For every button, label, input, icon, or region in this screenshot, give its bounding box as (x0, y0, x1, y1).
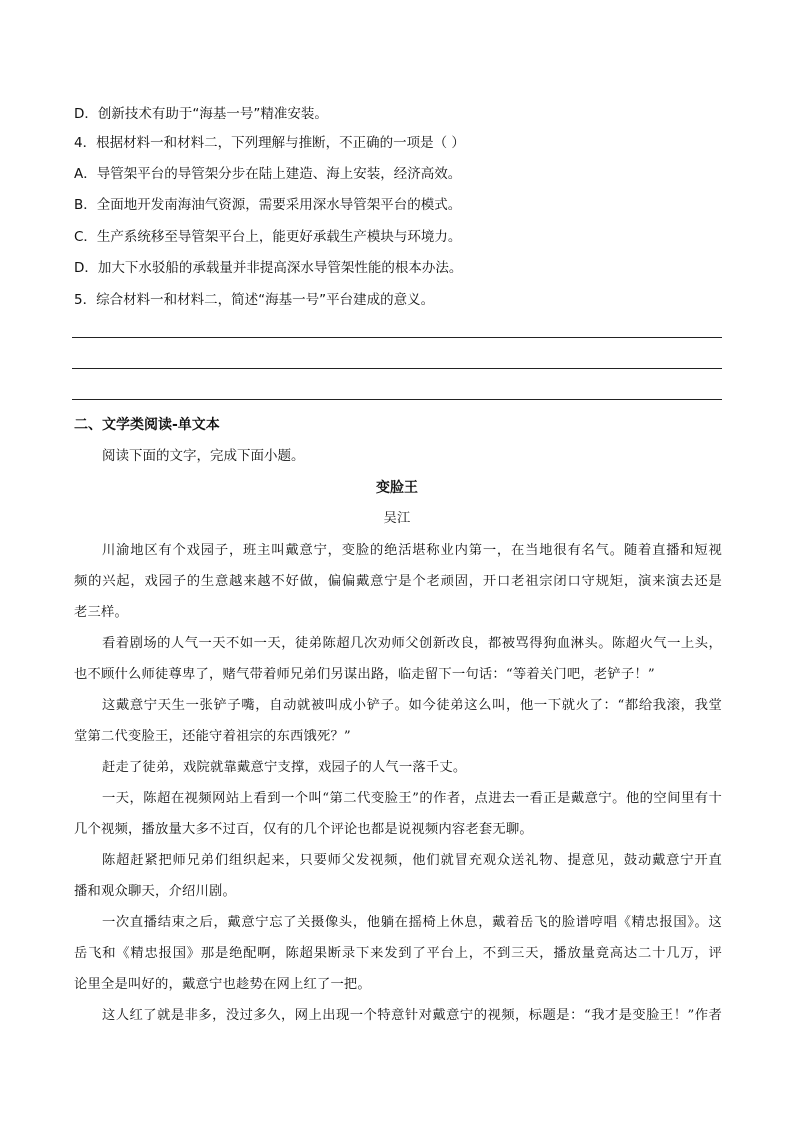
story-line: 赶走了徒弟，戏院就靠戴意宁支撑，戏园子的人气一落千丈。 (102, 760, 467, 775)
story-author: 吴江 (383, 511, 411, 526)
story-line: 陈超赶紧把师兄弟们组织起来，只要师父发视频，他们就冒充观众送礼物、提意见，鼓动戴意宁开直 (102, 853, 722, 868)
answer-line-3 (72, 399, 722, 400)
question4-stem: 4．根据材料一和材料二，下列理解与推断，不正确的一项是（ ） (74, 135, 465, 151)
story-line: 这戴意宁天生一张铲子嘴，自动就被叫成小铲子。如今徒弟这么叫，他一下就火了：“都给我滚，我堂 (102, 698, 722, 713)
story-line: 一次直播结束之后，戴意宁忘了关摄像头，他躺在摇椅上休息，戴着岳飞的脸谱哼唱《精忠报国》。这 (102, 915, 722, 930)
story-line: 也不顾什么师徒尊卑了，赌气带着师兄弟们另谋出路，临走留下一句话：“等着关门吧，老铲子！” (74, 667, 655, 682)
question4-option-a: A．导管架平台的导管架分步在陆上建造、海上安装，经济高效。 (74, 166, 462, 182)
question4-option-c: C．生产系统移至导管架平台上，能更好承载生产模块与环境力。 (74, 229, 462, 245)
story-line: 川渝地区有个戏园子，班主叫戴意宁，变脸的绝活堪称业内第一，在当地很有名气。随着直播和短视 (102, 543, 722, 558)
story-line: 岳飞和《精忠报国》那是绝配啊，陈超果断录下来发到了平台上，不到三天，播放量竟高达二十几万，评 (74, 946, 722, 961)
story-line: 几个视频，播放量大多不过百，仅有的几个评论也都是说视频内容老套无聊。 (74, 822, 533, 837)
story-line: 老三样。 (74, 605, 128, 620)
story-title: 变脸王 (376, 480, 418, 496)
answer-line-2 (72, 368, 722, 369)
question4-option-d: D．加大下水驳船的承载量并非提高深水导管架性能的根本办法。 (74, 260, 463, 276)
story-line: 论里全是叫好的，戴意宁也趁势在网上红了一把。 (74, 977, 371, 992)
question4-option-b: B．全面地开发南海油气资源，需要采用深水导管架平台的模式。 (74, 197, 462, 213)
story-line: 一天，陈超在视频网站上看到一个叫“第二代变脸王”的作者，点进去一看正是戴意宁。他的空间里有十 (102, 791, 722, 806)
story-line: 播和观众聊天，介绍川剧。 (74, 884, 236, 899)
reading-instruction: 阅读下面的文字，完成下面小题。 (102, 448, 305, 464)
section-heading: 二、文学类阅读-单文本 (74, 417, 220, 433)
story-line: 堂第二代变脸王，还能守着祖宗的东西饿死？” (74, 729, 351, 744)
story-line: 这人红了就是非多，没过多久，网上出现一个特意针对戴意宁的视频，标题是：“我才是变脸王！”作者 (102, 1008, 722, 1023)
story-line: 看着剧场的人气一天不如一天，徒弟陈超几次劝师父创新改良，都被骂得狗血淋头。陈超火气一上头， (102, 636, 722, 651)
question5-stem: 5．综合材料一和材料二，简述“海基一号”平台建成的意义。 (74, 292, 435, 308)
story-line: 频的兴起，戏园子的生意越来越不好做，偏偏戴意宁是个老顽固，开口老祖宗闭口守规矩，演来演去还是 (74, 574, 722, 589)
question3-option-d: D．创新技术有助于“海基一号”精准安装。 (74, 106, 328, 122)
answer-line-1 (72, 337, 722, 338)
